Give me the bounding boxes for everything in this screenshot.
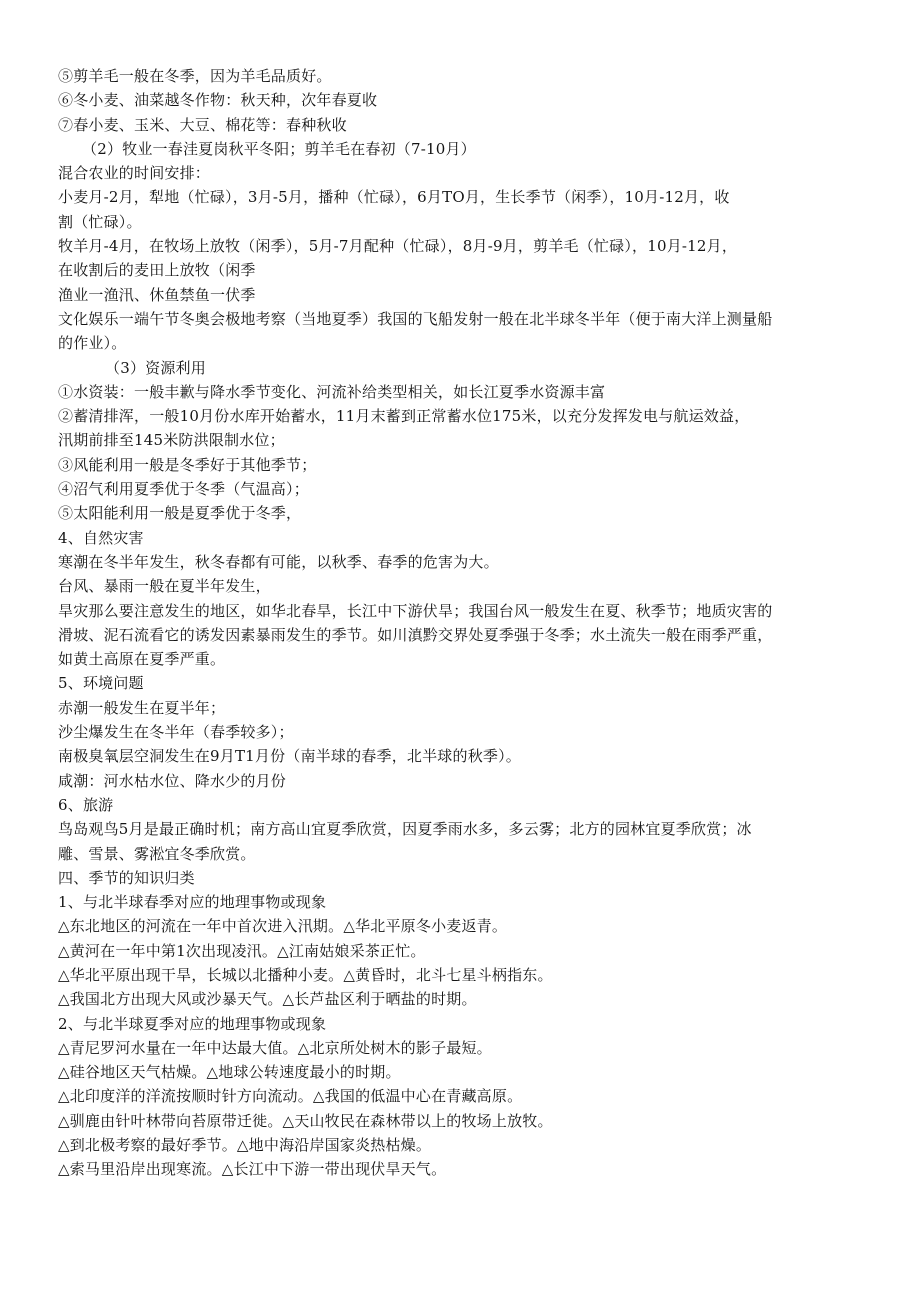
list-item: △硅谷地区天气枯燥。△地球公转速度最小的时期。 (58, 1063, 401, 1082)
text-line: 的作业）。 (58, 334, 127, 353)
text-line: 如黄土高原在夏季严重。 (58, 650, 226, 669)
list-item: △索马里沿岸出现寒流。△长江中下游一带出现伏旱天气。 (58, 1160, 447, 1179)
section-heading: 1、与北半球春季对应的地理事物或现象 (58, 893, 327, 912)
text-line: ②蓄清排浑，一般10月份水库开始蓄水，11月末蓄到正常蓄水位175米，以充分发挥发电与航运效益， (58, 407, 750, 426)
list-item: △黄河在一年中第1次出现凌汛。△江南姑娘采茶正忙。 (58, 941, 426, 960)
text-line: 寒潮在冬半年发生，秋冬春都有可能，以秋季、春季的危害为大。 (58, 552, 499, 571)
text-line: ③风能利用一般是冬季好于其他季节； (58, 455, 317, 474)
text-line: ①水资装：一般丰歉与降水季节变化、河流补给类型相关，如长江夏季水资源丰富 (58, 382, 606, 401)
text-line: 沙尘爆发生在冬半年（春季较多）； (58, 723, 294, 742)
text-line: ⑥冬小麦、油菜越冬作物：秋天种，次年春夏收 (58, 91, 378, 110)
text-line: 咸潮：河水枯水位、降水少的月份 (58, 771, 287, 790)
text-line: 割（忙碌）。 (58, 212, 142, 231)
text-line: 赤潮一般发生在夏半年； (58, 698, 226, 717)
subsection-heading: （2）牧业一春洼夏岗秋平冬阳；剪羊毛在春初（7-10月） (82, 139, 476, 158)
list-item: △驯鹿由针叶林带向苔原带迁徙。△天山牧民在森林带以上的牧场上放牧。 (58, 1111, 553, 1130)
list-item: △华北平原出现干旱，长城以北播种小麦。△黄昏时，北斗七星斗柄指东。 (58, 965, 553, 984)
text-line: 雕、雪景、雾淞宜冬季欣赏。 (58, 844, 256, 863)
list-item: △我国北方出现大风或沙暴天气。△长芦盐区利于晒盐的时期。 (58, 990, 477, 1009)
text-line: 在收割后的麦田上放牧（闲季 (58, 261, 256, 280)
text-line: 小麦月-2月，犁地（忙碌），3月-5月，播种（忙碌），6月TO月，生长季节（闲季），10月-12月，收 (58, 188, 730, 207)
list-item: △北印度洋的洋流按顺时针方向流动。△我国的低温中心在青藏高原。 (58, 1087, 523, 1106)
list-item: △到北极考察的最好季节。△地中海沿岸国家炎热枯燥。 (58, 1136, 432, 1155)
section-heading: 5、环境问题 (58, 674, 144, 693)
text-line: 文化娱乐一端午节冬奥会极地考察（当地夏季）我国的飞船发射一般在北半球冬半年（便于南大洋上测量船 (58, 309, 773, 328)
text-line: 滑坡、泥石流看它的诱发因素暴雨发生的季节。如川滇黔交界处夏季强于冬季；水土流失一般在雨季严重， (58, 625, 773, 644)
list-item: △东北地区的河流在一年中首次进入汛期。△华北平原冬小麦返青。 (58, 917, 508, 936)
text-line: ⑦春小麦、玉米、大豆、棉花等：春种秋收 (58, 115, 347, 134)
chapter-heading: 四、季节的知识归类 (58, 868, 195, 887)
document-page (58, 64, 878, 1182)
text-line: 台风、暴雨一般在夏半年发生， (58, 577, 271, 596)
list-item: △青尼罗河水量在一年中达最大值。△北京所处树木的影子最短。 (58, 1038, 492, 1057)
text-line: 牧羊月-4月，在牧场上放牧（闲季），5月-7月配种（忙碌），8月-9月，剪羊毛（忙碌），10月-12月， (58, 237, 738, 256)
text-line: 混合农业的时间安排： (58, 164, 211, 183)
text-line: 渔业一渔汛、休鱼禁鱼一伏季 (58, 285, 256, 304)
text-line: 汛期前排至145米防洪限制水位； (58, 431, 285, 450)
text-line: 南极臭氧层空洞发生在9月T1月份（南半球的春季，北半球的秋季）。 (58, 747, 521, 766)
section-heading: 6、旅游 (58, 795, 114, 814)
section-heading: 4、自然灾害 (58, 528, 144, 547)
text-line: ⑤太阳能利用一般是夏季优于冬季， (58, 504, 302, 523)
text-line: 旱灾那么要注意发生的地区，如华北春旱，长江中下游伏旱；我国台风一般发生在夏、秋季节；地质灾害的 (58, 601, 773, 620)
text-line: ⑤剪羊毛一般在冬季，因为羊毛品质好。 (58, 67, 332, 85)
subsection-heading: （3）资源利用 (105, 358, 206, 377)
text-line: ④沼气利用夏季优于冬季（气温高）； (58, 480, 309, 499)
section-heading: 2、与北半球夏季对应的地理事物或现象 (58, 1014, 327, 1033)
text-line: 鸟岛观鸟5月是最正确时机；南方高山宜夏季欣赏，因夏季雨水多，多云雾；北方的园林宜夏季欣赏；冰 (58, 820, 752, 839)
